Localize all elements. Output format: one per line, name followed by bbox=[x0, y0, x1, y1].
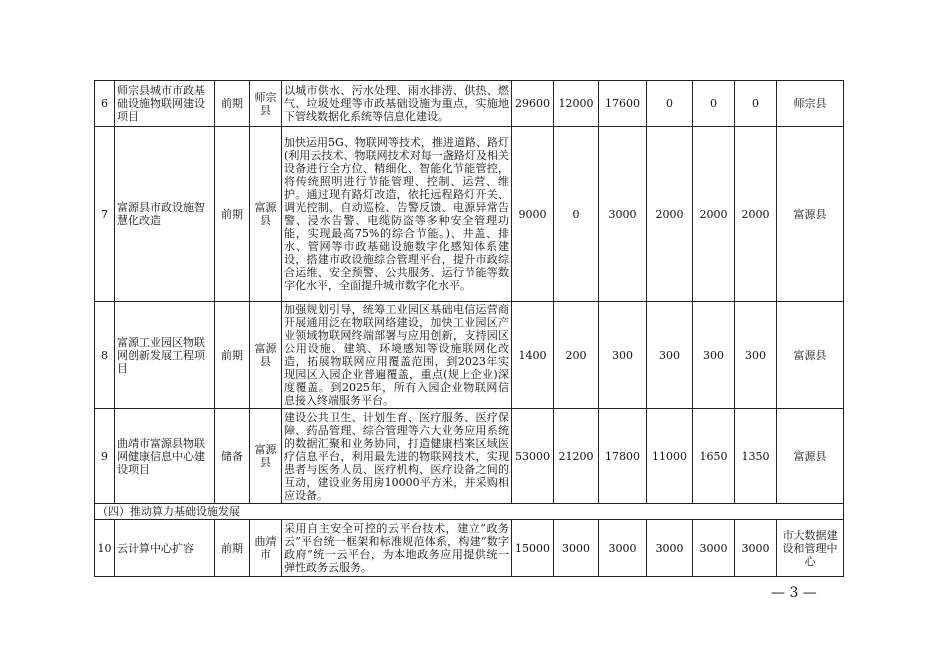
row-number: 10 bbox=[95, 520, 115, 577]
responsible-unit: 富源县 bbox=[777, 409, 844, 504]
table-row bbox=[95, 520, 844, 577]
investment-2022: 3000 bbox=[599, 127, 647, 302]
investment-2023: 0 bbox=[647, 81, 693, 127]
investment-2024: 1650 bbox=[693, 409, 735, 504]
total-investment: 9000 bbox=[512, 127, 554, 302]
row-number: 8 bbox=[95, 302, 115, 409]
table-row bbox=[95, 409, 844, 504]
investment-2022: 17600 bbox=[599, 81, 647, 127]
project-stage: 前期 bbox=[215, 302, 250, 409]
investment-2021: 12000 bbox=[554, 81, 599, 127]
investment-2022: 17800 bbox=[599, 409, 647, 504]
investment-2025: 0 bbox=[735, 81, 777, 127]
project-table bbox=[94, 80, 844, 577]
project-name: 曲靖市富源县物联网健康信息中心建设项目 bbox=[115, 409, 215, 504]
table-row bbox=[95, 302, 844, 409]
project-content: 加快运用5G、物联网等技术，推进道路、路灯(利用云技术、物联网技术对每一盏路灯及相关设备进行全方位、精细化、智能化节能管控，将传统照明进行节能管理、控制、运营、维护。通过现有路灯改造，依托远程路灯开关、调光控制、自动巡检、告警反馈、电源异常告警、浸水告警、电缆防盗等多种安全管理功能，实现最高75%的综合节能。)、井盖、排水、管网等市政基础设施数字化感知体系建设，搭建市政设施综合管理平台，提升市政综合运维、安全预警、公共服务、运行节能等数字化水平，全面提升城市数字化水平。 bbox=[282, 127, 512, 302]
project-stage: 前期 bbox=[215, 520, 250, 577]
responsible-unit: 市大数据建设和管理中心 bbox=[777, 520, 844, 577]
project-stage: 储备 bbox=[215, 409, 250, 504]
project-stage: 前期 bbox=[215, 127, 250, 302]
investment-2024: 2000 bbox=[693, 127, 735, 302]
table-row bbox=[95, 81, 844, 127]
project-location: 富源县 bbox=[250, 409, 282, 504]
total-investment: 29600 bbox=[512, 81, 554, 127]
page-number: — 3 — bbox=[771, 585, 817, 601]
project-name: 富源县市政设施智慧化改造 bbox=[115, 127, 215, 302]
project-name: 云计算中心扩容 bbox=[115, 520, 215, 577]
responsible-unit: 师宗县 bbox=[777, 81, 844, 127]
responsible-unit: 富源县 bbox=[777, 302, 844, 409]
investment-2021: 21200 bbox=[554, 409, 599, 504]
investment-2025: 300 bbox=[735, 302, 777, 409]
investment-2023: 300 bbox=[647, 302, 693, 409]
investment-2021: 200 bbox=[554, 302, 599, 409]
section-heading: （四）推动算力基础设施发展 bbox=[95, 504, 844, 520]
investment-2024: 300 bbox=[693, 302, 735, 409]
total-investment: 53000 bbox=[512, 409, 554, 504]
project-location: 富源县 bbox=[250, 302, 282, 409]
section-row bbox=[95, 504, 844, 520]
project-content: 加强规划引导，统筹工业园区基础电信运营商开展通用泛在物联网络建设，加快工业园区产业领域物联网终端部署与应用创新，支持园区公用设施、建筑、环境感知等设施联网化改造，拓展物联网应用覆盖范围，到2023年实现园区入园企业普遍覆盖，重点(规上企业)深度覆盖。到2025年，所有入园企业物联网信息接入终端服务平台。 bbox=[282, 302, 512, 409]
table-row bbox=[95, 127, 844, 302]
project-content: 采用自主安全可控的云平台技术，建立“政务云”平台统一框架和标准规范体系，构建“数字政府”统一云平台，为本地政务应用提供统一弹性政务云服务。 bbox=[282, 520, 512, 577]
project-content: 以城市供水、污水处理、雨水排涝、供热、燃气、垃圾处理等市政基础设施为重点，实施地下管线数据化系统等信息化建设。 bbox=[282, 81, 512, 127]
investment-2024: 3000 bbox=[693, 520, 735, 577]
investment-2025: 3000 bbox=[735, 520, 777, 577]
investment-2022: 3000 bbox=[599, 520, 647, 577]
row-number: 6 bbox=[95, 81, 115, 127]
investment-2023: 3000 bbox=[647, 520, 693, 577]
investment-2021: 3000 bbox=[554, 520, 599, 577]
investment-2024: 0 bbox=[693, 81, 735, 127]
investment-2023: 2000 bbox=[647, 127, 693, 302]
project-location: 师宗县 bbox=[250, 81, 282, 127]
investment-2025: 1350 bbox=[735, 409, 777, 504]
project-location: 曲靖市 bbox=[250, 520, 282, 577]
investment-2025: 2000 bbox=[735, 127, 777, 302]
investment-2021: 0 bbox=[554, 127, 599, 302]
row-number: 7 bbox=[95, 127, 115, 302]
investment-2023: 11000 bbox=[647, 409, 693, 504]
row-number: 9 bbox=[95, 409, 115, 504]
project-stage: 前期 bbox=[215, 81, 250, 127]
project-name: 师宗县城市市政基础设施物联网建设项目 bbox=[115, 81, 215, 127]
total-investment: 1400 bbox=[512, 302, 554, 409]
responsible-unit: 富源县 bbox=[777, 127, 844, 302]
project-content: 建设公共卫生、计划生育、医疗服务、医疗保障、药品管理、综合管理等六大业务应用系统的数据汇聚和业务协同，打造健康档案区域医疗信息平台，利用最先进的物联网技术，实现患者与医务人员、医疗机构、医疗设备之间的互动，建设业务用房10000平方米，并采购相应设备。 bbox=[282, 409, 512, 504]
project-name: 富源工业园区物联网创新发展工程项目 bbox=[115, 302, 215, 409]
total-investment: 15000 bbox=[512, 520, 554, 577]
project-location: 富源县 bbox=[250, 127, 282, 302]
investment-2022: 300 bbox=[599, 302, 647, 409]
